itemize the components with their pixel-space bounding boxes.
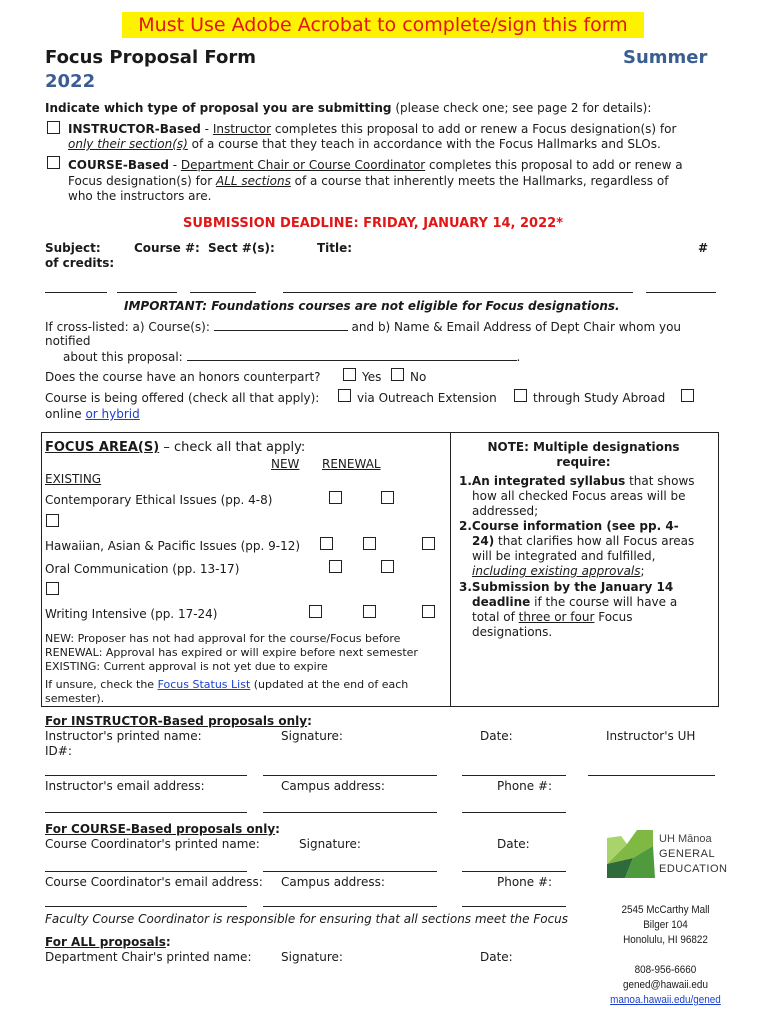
colon: : (307, 714, 312, 728)
logo-url-link[interactable]: manoa.hawaii.edu/gened (610, 994, 721, 1006)
note-item-3-l4: designations. (472, 625, 553, 639)
course-who: Department Chair or Course Coordinator (180, 158, 426, 172)
oral-existing-checkbox[interactable] (46, 582, 59, 595)
num-1: 1. (459, 474, 472, 488)
gened-logo-card (593, 808, 738, 1024)
credits-hash: # (698, 241, 709, 255)
crosslist-about-label: about this proposal: (63, 350, 187, 364)
coordinator-campus-label: Campus address: (281, 875, 385, 889)
course-num-label: Course #: (134, 241, 200, 255)
hybrid-link[interactable]: or hybrid (85, 407, 140, 421)
outreach-label: via Outreach Extension (357, 391, 497, 405)
semicolon: ; (640, 564, 645, 578)
writing-existing-checkbox[interactable] (422, 605, 435, 618)
item3-bold-2: deadline (472, 595, 531, 609)
instructor-text2: of a course that they teach in accordance with the Focus Hallmarks and SLOs. (187, 137, 661, 151)
logo-address2: Bilger 104 (643, 919, 688, 931)
instructor-heading: For INSTRUCTOR-Based proposals only (45, 714, 308, 728)
instructor-name-label: Instructor's printed name: (45, 729, 202, 743)
period: . (516, 350, 521, 364)
course-emph: ALL sections (215, 174, 291, 188)
logo-address3: Honolulu, HI 96822 (623, 934, 708, 946)
oral-renewal-checkbox[interactable] (381, 560, 394, 573)
year-label: 2022 (45, 71, 96, 92)
course-text2b: of a course that inherently meets the Hallmarks, regardless of (290, 174, 669, 188)
study-abroad-checkbox[interactable] (514, 389, 527, 402)
instructor-id-label: ID#: (45, 744, 72, 758)
num-2: 2. (459, 519, 472, 533)
instructor-signature-field[interactable] (263, 775, 437, 776)
sect-label: Sect #(s): (208, 241, 275, 255)
focus-heading-row (45, 440, 305, 455)
colon: : (275, 822, 280, 836)
instructor-campus-label: Campus address: (281, 779, 385, 793)
note-item-3-l3 (472, 610, 633, 624)
form-title: Focus Proposal Form (45, 47, 256, 68)
acrobat-banner: Must Use Adobe Acrobat to complete/sign this form (122, 12, 644, 38)
dash: - (168, 158, 181, 172)
coordinator-phone-field[interactable] (462, 906, 566, 907)
coordinator-phone-label: Phone #: (497, 875, 553, 889)
online-line (45, 407, 140, 421)
note-item-2-l4 (472, 564, 645, 578)
instructor-phone-field[interactable] (462, 812, 566, 813)
crosslist-b-label: and b) Name & Email Address of Dept Chair whom you (347, 320, 682, 334)
prompt-note: (please check one; see page 2 for details): (395, 101, 652, 115)
item3-bold: Submission by the January 14 (471, 580, 674, 594)
honors-question: Does the course have an honors counterpart? (45, 370, 321, 384)
instructor-email-field[interactable] (45, 812, 247, 813)
oral-new-checkbox[interactable] (329, 560, 342, 573)
honors-yes-label: Yes (362, 370, 382, 384)
outreach-checkbox[interactable] (338, 389, 351, 402)
area-ethical: Contemporary Ethical Issues (pp. 4-8) (45, 493, 273, 507)
course-text2a: Focus designation(s) for (68, 174, 216, 188)
hap-renewal-checkbox[interactable] (363, 537, 376, 550)
course-based-line2 (68, 174, 668, 188)
instructor-based-label: INSTRUCTOR-Based (68, 122, 201, 136)
instructor-date-label: Date: (480, 729, 513, 743)
item1-text: that shows (625, 474, 695, 488)
dept-chair-field[interactable] (187, 360, 517, 361)
all-heading-row (45, 935, 171, 949)
writing-renewal-checkbox[interactable] (363, 605, 376, 618)
instructor-signature-label: Signature: (281, 729, 343, 743)
instructor-based-checkbox[interactable] (47, 121, 60, 134)
focus-heading-note: – check all that apply: (159, 440, 306, 455)
subject-label: Subject: (45, 241, 101, 255)
item2-bold-2: 24) (472, 534, 495, 548)
note-item-1 (459, 474, 695, 488)
sect-field[interactable] (190, 292, 256, 293)
proposal-type-prompt (45, 101, 651, 115)
legend-existing: EXISTING: Current approval is not yet due to expire (45, 660, 328, 673)
item3-focus: Focus (594, 610, 633, 624)
crosslist-line3 (63, 350, 520, 364)
num-3: 3. (459, 580, 472, 594)
instructor-phone-label: Phone #: (497, 779, 553, 793)
note-item-3 (459, 580, 673, 594)
instructor-emph: only their section(s) (68, 137, 188, 151)
coordinator-name-label: Course Coordinator's printed name: (45, 837, 260, 851)
course-based-checkbox[interactable] (47, 156, 60, 169)
note-item-2-l3: will be integrated and fulfilled, (472, 549, 656, 563)
item3-text: if the course will have a (530, 595, 678, 609)
unsure-text: If unsure, check the (45, 678, 158, 691)
area-oral: Oral Communication (pp. 13-17) (45, 562, 240, 576)
instructor-email-label: Instructor's email address: (45, 779, 205, 793)
note-item-2-l2 (472, 534, 694, 548)
focus-status-list-link[interactable]: Focus Status List (157, 678, 251, 691)
crosslist-a-label: If cross-listed: a) Course(s): (45, 320, 214, 334)
chair-signature-label: Signature: (281, 950, 343, 964)
chair-date-label: Date: (480, 950, 513, 964)
logo-org2: GENERAL (659, 848, 716, 860)
dash: - (200, 122, 213, 136)
ethical-renewal-checkbox[interactable] (381, 491, 394, 504)
note-title-2: require: (556, 455, 611, 469)
instructor-based-line2 (68, 137, 661, 151)
coordinator-email-label: Course Coordinator's email address: (45, 875, 263, 889)
coordinator-email-field[interactable] (45, 906, 247, 907)
instructor-uh-id-field[interactable] (588, 775, 715, 776)
instructor-campus-field[interactable] (263, 812, 437, 813)
logo-org3: EDUCATION (659, 863, 728, 875)
unsure-line-2: semester). (45, 692, 105, 705)
item2-text: that clarifies how all Focus areas (494, 534, 695, 548)
subject-field[interactable] (45, 292, 107, 293)
hap-existing-checkbox[interactable] (422, 537, 435, 550)
chair-name-label: Department Chair's printed name: (45, 950, 252, 964)
logo-address1: 2545 McCarthy Mall (621, 904, 710, 916)
submission-deadline: SUBMISSION DEADLINE: FRIDAY, JANUARY 14, 2022* (183, 216, 563, 231)
online-checkbox[interactable] (681, 389, 694, 402)
prompt-text: Indicate which type of proposal you are submitting (45, 101, 392, 115)
title-label: Title: (317, 241, 353, 255)
course-heading: For COURSE-Based proposals only (45, 822, 276, 836)
note-title: NOTE: Multiple designations (487, 440, 680, 454)
note-item-2 (459, 519, 679, 533)
note-item-3-l2 (472, 595, 677, 609)
instructor-uh-label: Instructor's UH (606, 729, 696, 743)
col-existing: EXISTING (45, 472, 102, 486)
credits-field[interactable] (646, 292, 716, 293)
coordinator-signature-field[interactable] (263, 871, 437, 872)
faculty-note: Faculty Course Coordinator is responsible for ensuring that all sections meet the Focus (45, 912, 569, 926)
focus-heading: FOCUS AREA(S) (45, 440, 160, 455)
instructor-text1: completes this proposal to add or renew a Focus designation(s) for (271, 122, 677, 136)
coordinator-date-label: Date: (497, 837, 530, 851)
gened-leaf-icon (603, 826, 659, 882)
instructor-name-field[interactable] (45, 775, 247, 776)
online-label: online (45, 407, 82, 421)
ethical-new-checkbox[interactable] (329, 491, 342, 504)
unsure-text-2: (updated at the end of each (250, 678, 409, 691)
instructor-based-line1 (68, 122, 676, 136)
item2-bold: Course information (see pp. 4- (471, 519, 679, 533)
instructor-date-field[interactable] (462, 775, 566, 776)
crosslist-line2: notified (45, 334, 91, 348)
logo-phone: 808-956-6660 (634, 964, 697, 976)
item3-three-four: three or four (518, 610, 595, 624)
instructor-heading-row (45, 714, 312, 728)
coordinator-name-field[interactable] (45, 871, 247, 872)
course-based-line3: who the instructors are. (68, 189, 212, 203)
col-new: NEW (271, 457, 300, 471)
honors-no-label: No (410, 370, 427, 384)
logo-org1: UH Mānoa (659, 833, 712, 845)
instructor-word: Instructor (212, 122, 272, 136)
note-item-1-l2: how all checked Focus areas will be (472, 489, 686, 503)
crosslist-line1 (45, 320, 681, 334)
course-based-label: COURSE-Based (68, 158, 169, 172)
honors-yes-checkbox[interactable] (343, 368, 356, 381)
logo-email[interactable]: gened@hawaii.edu (623, 979, 708, 991)
ethical-existing-checkbox[interactable] (46, 514, 59, 527)
col-renewal: RENEWAL (322, 457, 381, 471)
course-text1: completes this proposal to add or renew a (425, 158, 683, 172)
crosslist-courses-field[interactable] (214, 330, 348, 331)
course-heading-row (45, 822, 280, 836)
item3-total: total of (472, 610, 519, 624)
area-writing: Writing Intensive (pp. 17-24) (45, 607, 218, 621)
important-note: IMPORTANT: Foundations courses are not eligible for Focus designations. (124, 299, 620, 313)
unsure-line (45, 678, 408, 691)
term-label: Summer (623, 47, 708, 68)
coordinator-signature-label: Signature: (299, 837, 361, 851)
honors-no-checkbox[interactable] (391, 368, 404, 381)
course-based-line1 (68, 158, 683, 172)
study-abroad-label: through Study Abroad (533, 391, 666, 405)
note-item-1-l3: addressed; (472, 504, 539, 518)
item1-bold: An integrated syllabus (471, 474, 626, 488)
course-num-field[interactable] (117, 292, 177, 293)
writing-new-checkbox[interactable] (309, 605, 322, 618)
legend-new: NEW: Proposer has not had approval for the course/Focus before (45, 632, 401, 645)
title-field[interactable] (283, 292, 633, 293)
coordinator-date-field[interactable] (462, 871, 566, 872)
area-hap: Hawaiian, Asian & Pacific Issues (pp. 9-12) (45, 539, 301, 553)
legend-renewal: RENEWAL: Approval has expired or will expire before next semester (45, 646, 418, 659)
existing-approvals: including existing approvals (472, 564, 641, 578)
colon: : (165, 935, 171, 949)
all-heading: For ALL proposals (45, 935, 166, 949)
hap-new-checkbox[interactable] (320, 537, 333, 550)
offered-question: Course is being offered (check all that apply): (45, 391, 320, 405)
coordinator-campus-field[interactable] (263, 906, 437, 907)
credits-label: of credits: (45, 256, 115, 270)
